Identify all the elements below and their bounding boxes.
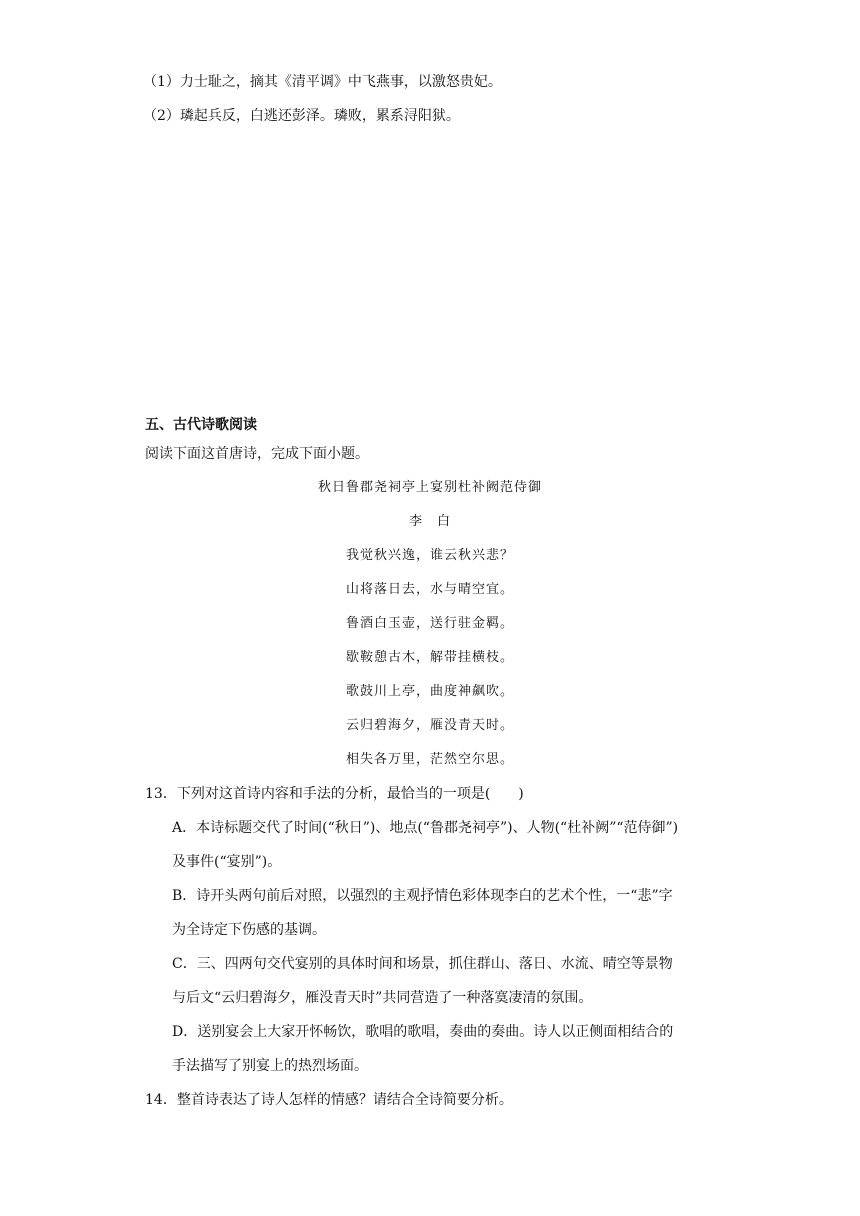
poem-line: 歌鼓川上亭，曲度神飙吹。 [345, 684, 514, 699]
option-d-line-2: 手法描写了别宴上的热烈场面。 [172, 1058, 368, 1074]
option-c-line-1: C．三、四两句交代宴别的具体时间和场景，抓住群山、落日、水流、晴空等景物 [172, 956, 673, 972]
option-a-line-2: 及事件(“宴别”)。 [172, 854, 282, 870]
question-14-stem: 14．整首诗表达了诗人怎样的情感？请结合全诗简要分析。 [145, 1092, 513, 1108]
poem-line: 云归碧海夕，雁没青天时。 [345, 718, 514, 733]
poem-title: 秋日鲁郡尧祠亭上宴别杜补阙范侍御 [317, 480, 542, 495]
section-instruction: 阅读下面这首唐诗，完成下面小题。 [145, 446, 369, 462]
option-d-line-1: D．送别宴会上大家开怀畅饮，歌唱的歌唱，奏曲的奏曲。诗人以正侧面相结合的 [172, 1024, 674, 1040]
option-c-line-2: 与后文“云归碧海夕，雁没青天时”共同营造了一种落寞凄清的氛围。 [172, 990, 593, 1006]
section-title: 五、古代诗歌阅读 [145, 417, 257, 433]
option-b-line-1: B．诗开头两句前后对照，以强烈的主观抒情色彩体现李白的艺术个性，一“悲”字 [172, 888, 673, 904]
note-2: （2）璘起兵反，白逃还彭泽。璘败，累系浔阳狱。 [143, 108, 460, 124]
poem-author: 李 白 [408, 514, 451, 529]
poem-line: 相失各万里，茫然空尔思。 [345, 752, 514, 767]
option-b-line-2: 为全诗定下伤感的基调。 [172, 922, 326, 938]
option-a-line-1: A．本诗标题交代了时间(“秋日”)、地点(“鲁郡尧祠亭”)、人物(“杜补阙”“范侍御”) [172, 820, 679, 836]
question-13-stem: 13．下列对这首诗内容和手法的分析，最恰当的一项是( ) [145, 786, 524, 802]
poem-line: 歇鞍憩古木，解带挂横枝。 [345, 650, 514, 665]
poem-line: 我觉秋兴逸，谁云秋兴悲？ [345, 548, 514, 563]
poem-line: 山将落日去，水与晴空宜。 [345, 582, 514, 597]
poem-line: 鲁酒白玉壶，送行驻金羁。 [345, 616, 514, 631]
note-1: （1）力士耻之，摘其《清平调》中飞燕事，以激怒贵妃。 [143, 74, 502, 90]
